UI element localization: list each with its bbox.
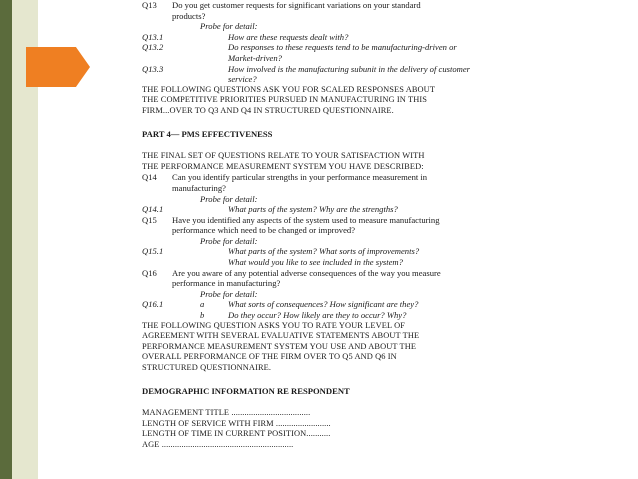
demographic-heading: DEMOGRAPHIC INFORMATION RE RESPONDENT [142, 385, 350, 396]
probe-label: Probe for detail: [200, 193, 258, 204]
instruction-line: THE PERFORMANCE MEASUREMENT SYSTEM YOU HAVE DESCRIBED: [142, 161, 424, 171]
left-accent-bar [0, 0, 12, 479]
subquestion-q13-1 [142, 32, 534, 43]
instruction-line: THE FOLLOWING QUESTIONS ASK YOU FOR SCALED RESPONSES ABOUT [142, 84, 436, 94]
question-text-continued: products? [172, 10, 206, 21]
question-number: Q13 [142, 0, 157, 10]
instruction-line: PERFORMANCE MEASUREMENT SYSTEM YOU USE AND ABOUT THE [142, 341, 417, 351]
question-text-continued: performance which need to be changed or improved? [172, 225, 356, 236]
q15-question [142, 215, 534, 226]
question-text: Do you get customer requests for significant variations on your standard [172, 0, 421, 10]
subquestion-number: Q13.2 [142, 42, 164, 53]
question-text: Are you aware of any potential adverse consequences of the way you measure [172, 267, 441, 278]
subquestion-text: Do they occur? How likely are they to occur? Why? [228, 310, 407, 321]
subquestion-text: What sorts of consequences? How significant are they? [228, 299, 419, 310]
subquestion-letter: b [200, 310, 205, 321]
subquestion-q13-3 [142, 64, 534, 75]
question-text-continued: manufacturing? [172, 182, 226, 193]
question-number: Q14 [142, 172, 157, 183]
instruction-line: STRUCTURED QUESTIONNAIRE. [142, 363, 272, 372]
q13-question [142, 0, 534, 11]
part4-heading: PART 4— PMS EFFECTIVENESS [142, 128, 273, 139]
subquestion-number: Q14.1 [142, 204, 164, 215]
subquestion-q15-1 [142, 246, 534, 257]
subquestion-text: What parts of the system? Why are the strengths? [228, 204, 398, 215]
subquestion-number: Q13.3 [142, 63, 164, 74]
question-text: Can you identify particular strengths in your performance measurement in [172, 172, 428, 183]
question-number: Q15 [142, 214, 157, 225]
instruction-line: THE COMPETITIVE PRIORITIES PURSUED IN MANUFACTURING IN THIS [142, 95, 427, 105]
subquestion-text: What parts of the system? What sorts of improvements? [228, 246, 420, 257]
subquestion-q16-1a [142, 299, 534, 310]
orange-arrow-shape [26, 47, 90, 87]
subquestion-number: Q13.1 [142, 31, 164, 42]
instruction-line: FIRM...OVER TO Q3 AND Q4 IN STRUCTURED QUESTIONNAIRE. [142, 105, 394, 115]
demographic-field-age: AGE ............................................................ [142, 439, 294, 449]
subquestion-text: How are these requests dealt with? [228, 31, 349, 42]
subquestion-q13-2 [142, 42, 534, 53]
q14-question [142, 172, 534, 183]
instruction-line: AGREEMENT WITH SEVERAL EVALUATIVE STATEMENTS ABOUT THE [142, 331, 420, 341]
subquestion-letter: a [200, 299, 205, 310]
subquestion-number: Q16.1 [142, 299, 164, 310]
questionnaire-page [142, 0, 534, 479]
subquestion-q16-1b [142, 310, 534, 321]
demographic-field-title: MANAGEMENT TITLE .................................... [142, 408, 311, 418]
instruction-line: OVERALL PERFORMANCE OF THE FIRM OVER TO Q5 AND Q6 IN [142, 352, 397, 362]
question-text: Have you identified any aspects of the system used to measure manufacturing [172, 214, 440, 225]
subquestion-text-continued: service? [228, 74, 257, 85]
q16-question [142, 268, 534, 279]
question-number: Q16 [142, 267, 157, 278]
spacer [142, 310, 200, 321]
subquestion-text: Do responses to these requests tend to be manufacturing-driven or [228, 42, 457, 53]
demographic-field-service: LENGTH OF SERVICE WITH FIRM ......................... [142, 418, 331, 428]
probe-label: Probe for detail: [200, 21, 258, 32]
subquestion-q14-1 [142, 204, 534, 215]
instruction-line: THE FOLLOWING QUESTION ASKS YOU TO RATE YOUR LEVEL OF [142, 320, 405, 330]
demographic-field-position: LENGTH OF TIME IN CURRENT POSITION........... [142, 429, 331, 439]
subquestion-number: Q15.1 [142, 246, 164, 257]
subquestion-text: How involved is the manufacturing subunit in the delivery of customer [228, 63, 471, 74]
subquestion-text-continued: Market-driven? [228, 52, 282, 63]
question-text-continued: performance in manufacturing? [172, 278, 281, 289]
instruction-line: THE FINAL SET OF QUESTIONS RELATE TO YOUR SATISFACTION WITH [142, 151, 425, 161]
subquestion-text-continued: What would you like to see included in the system? [228, 257, 403, 268]
probe-label: Probe for detail: [200, 235, 258, 246]
probe-label: Probe for detail: [200, 288, 258, 299]
